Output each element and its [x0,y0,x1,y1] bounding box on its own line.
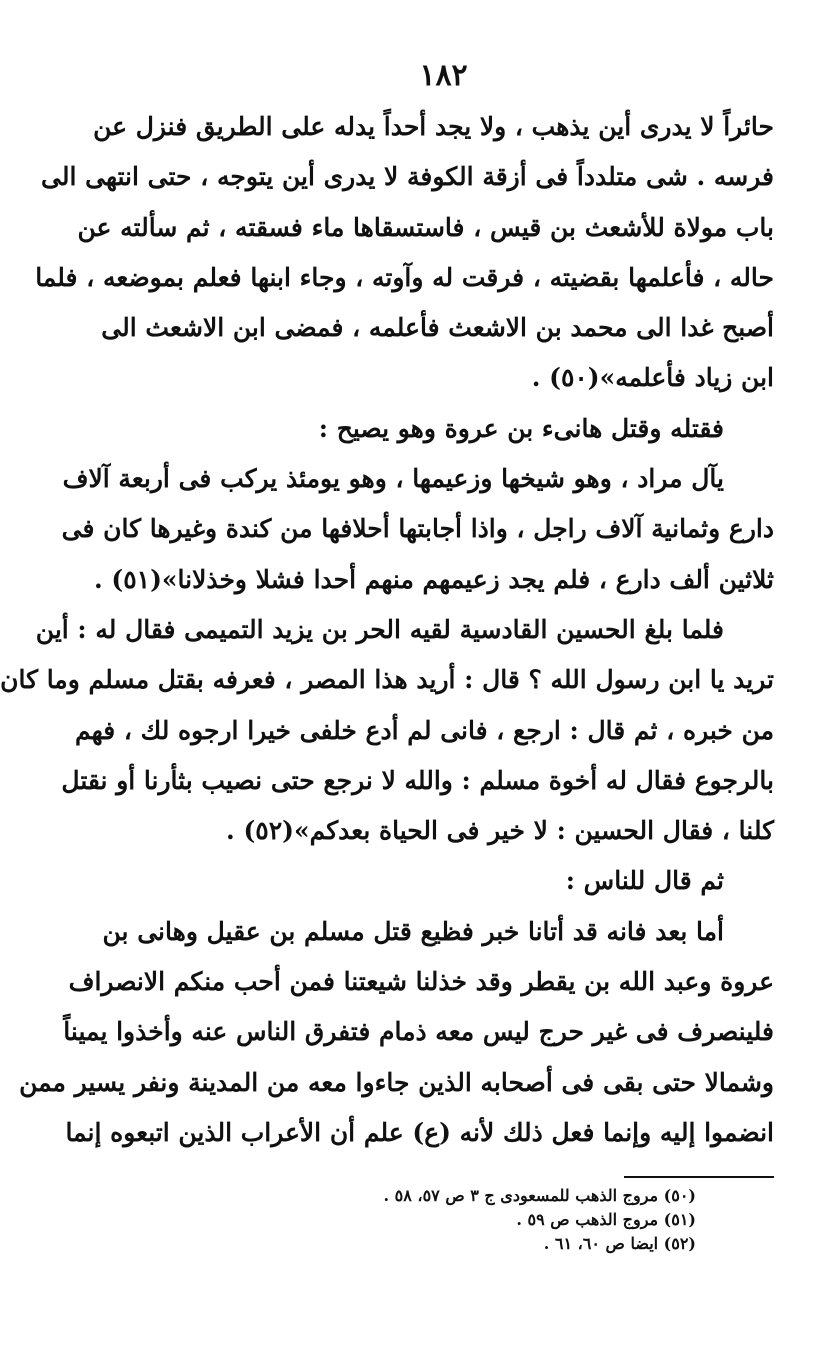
text-line: انضموا إليه وإنما فعل ذلك لأنه (ع) علم أن الأعراب الذين اتبعوه إنما [65,1117,774,1147]
text-line: فلما بلغ الحسين القادسية لقيه الحر بن يزيد التميمى فقال له : أين [35,614,724,644]
text-line: فرسه . شى متلدداً فى أزقة الكوفة لا يدرى أين يتوجه ، حتى انتهى الى [41,162,774,192]
footnote: (٥٠) مروج الذهب للمسعودى ج ٣ ص ٥٧، ٥٨ . [383,1186,696,1206]
text-line: دارع وثمانية آلاف راجل ، واذا أجابتها أحلافها من كندة وغيرها كان فى [61,514,774,544]
text-line: فلينصرف فى غير حرج ليس معه ذمام فتفرق الناس عنه وأخذوا يميناً [63,1017,774,1047]
text-line: ثلاثين ألف دارع ، فلم يجد زعيمهم منهم أحدا فشلا وخذلانا»(٥١) . [93,564,774,594]
text-line: أما بعد فانه قد أتانا خبر فظيع قتل مسلم بن عقيل وهانى بن [102,916,724,946]
text-line: من خبره ، ثم قال : ارجع ، فانى لم أدع خلفى خيرا ارجوه لك ، فهم [75,715,774,745]
footnote: (٥١) مروج الذهب ص ٥٩ . [516,1210,696,1230]
text-line: ثم قال للناس : [565,866,724,896]
text-line: كلنا ، فقال الحسين : لا خير فى الحياة بعدكم»(٥٢) . [226,816,774,846]
text-line: حائراً لا يدرى أين يذهب ، ولا يجد أحداً يدله على الطريق فنزل عن [93,112,774,141]
footnote-divider [624,1176,774,1178]
text-line: بالرجوع فقال له أخوة مسلم : والله لا نرجع حتى نصيب بثأرنا أو نقتل [61,765,774,795]
text-line: تريد يا ابن رسول الله ؟ قال : أريد هذا المصر ، فعرفه بقتل مسلم وما كان [0,665,774,695]
footnote: (٥٢) ايضا ص ٦٠، ٦١ . [543,1234,696,1254]
text-line: يآل مراد ، وهو شيخها وزعيمها ، وهو يومئذ يركب فى أربعة آلاف [62,464,724,494]
page-number: ١٨٢ [419,58,468,93]
footnotes [113,1184,774,1256]
text-line: ابن زياد فأعلمه»(٥٠) . [531,363,774,393]
body-text [0,102,774,1158]
text-line: وشمالا حتى بقى فى أصحابه الذين جاءوا معه من المدينة ونفر يسير ممن [19,1067,774,1097]
text-line: عروة وعبد الله بن يقطر وقد خذلنا شيعتنا فمن أحب منكم الانصراف [68,967,774,997]
text-line: أصبح غدا الى محمد بن الاشعث فأعلمه ، فمضى ابن الاشعث الى [101,313,774,343]
text-line: فقتله وقتل هانىء بن عروة وهو يصيح : [318,413,724,443]
text-line: حاله ، فأعلمها بقضيته ، فرقت له وآوته ، وجاء ابنها فعلم بموضعه ، فلما [35,262,774,292]
text-line: باب مولاة للأشعث بن قيس ، فاستسقاها ماء فسقته ، ثم سألته عن [77,212,774,242]
